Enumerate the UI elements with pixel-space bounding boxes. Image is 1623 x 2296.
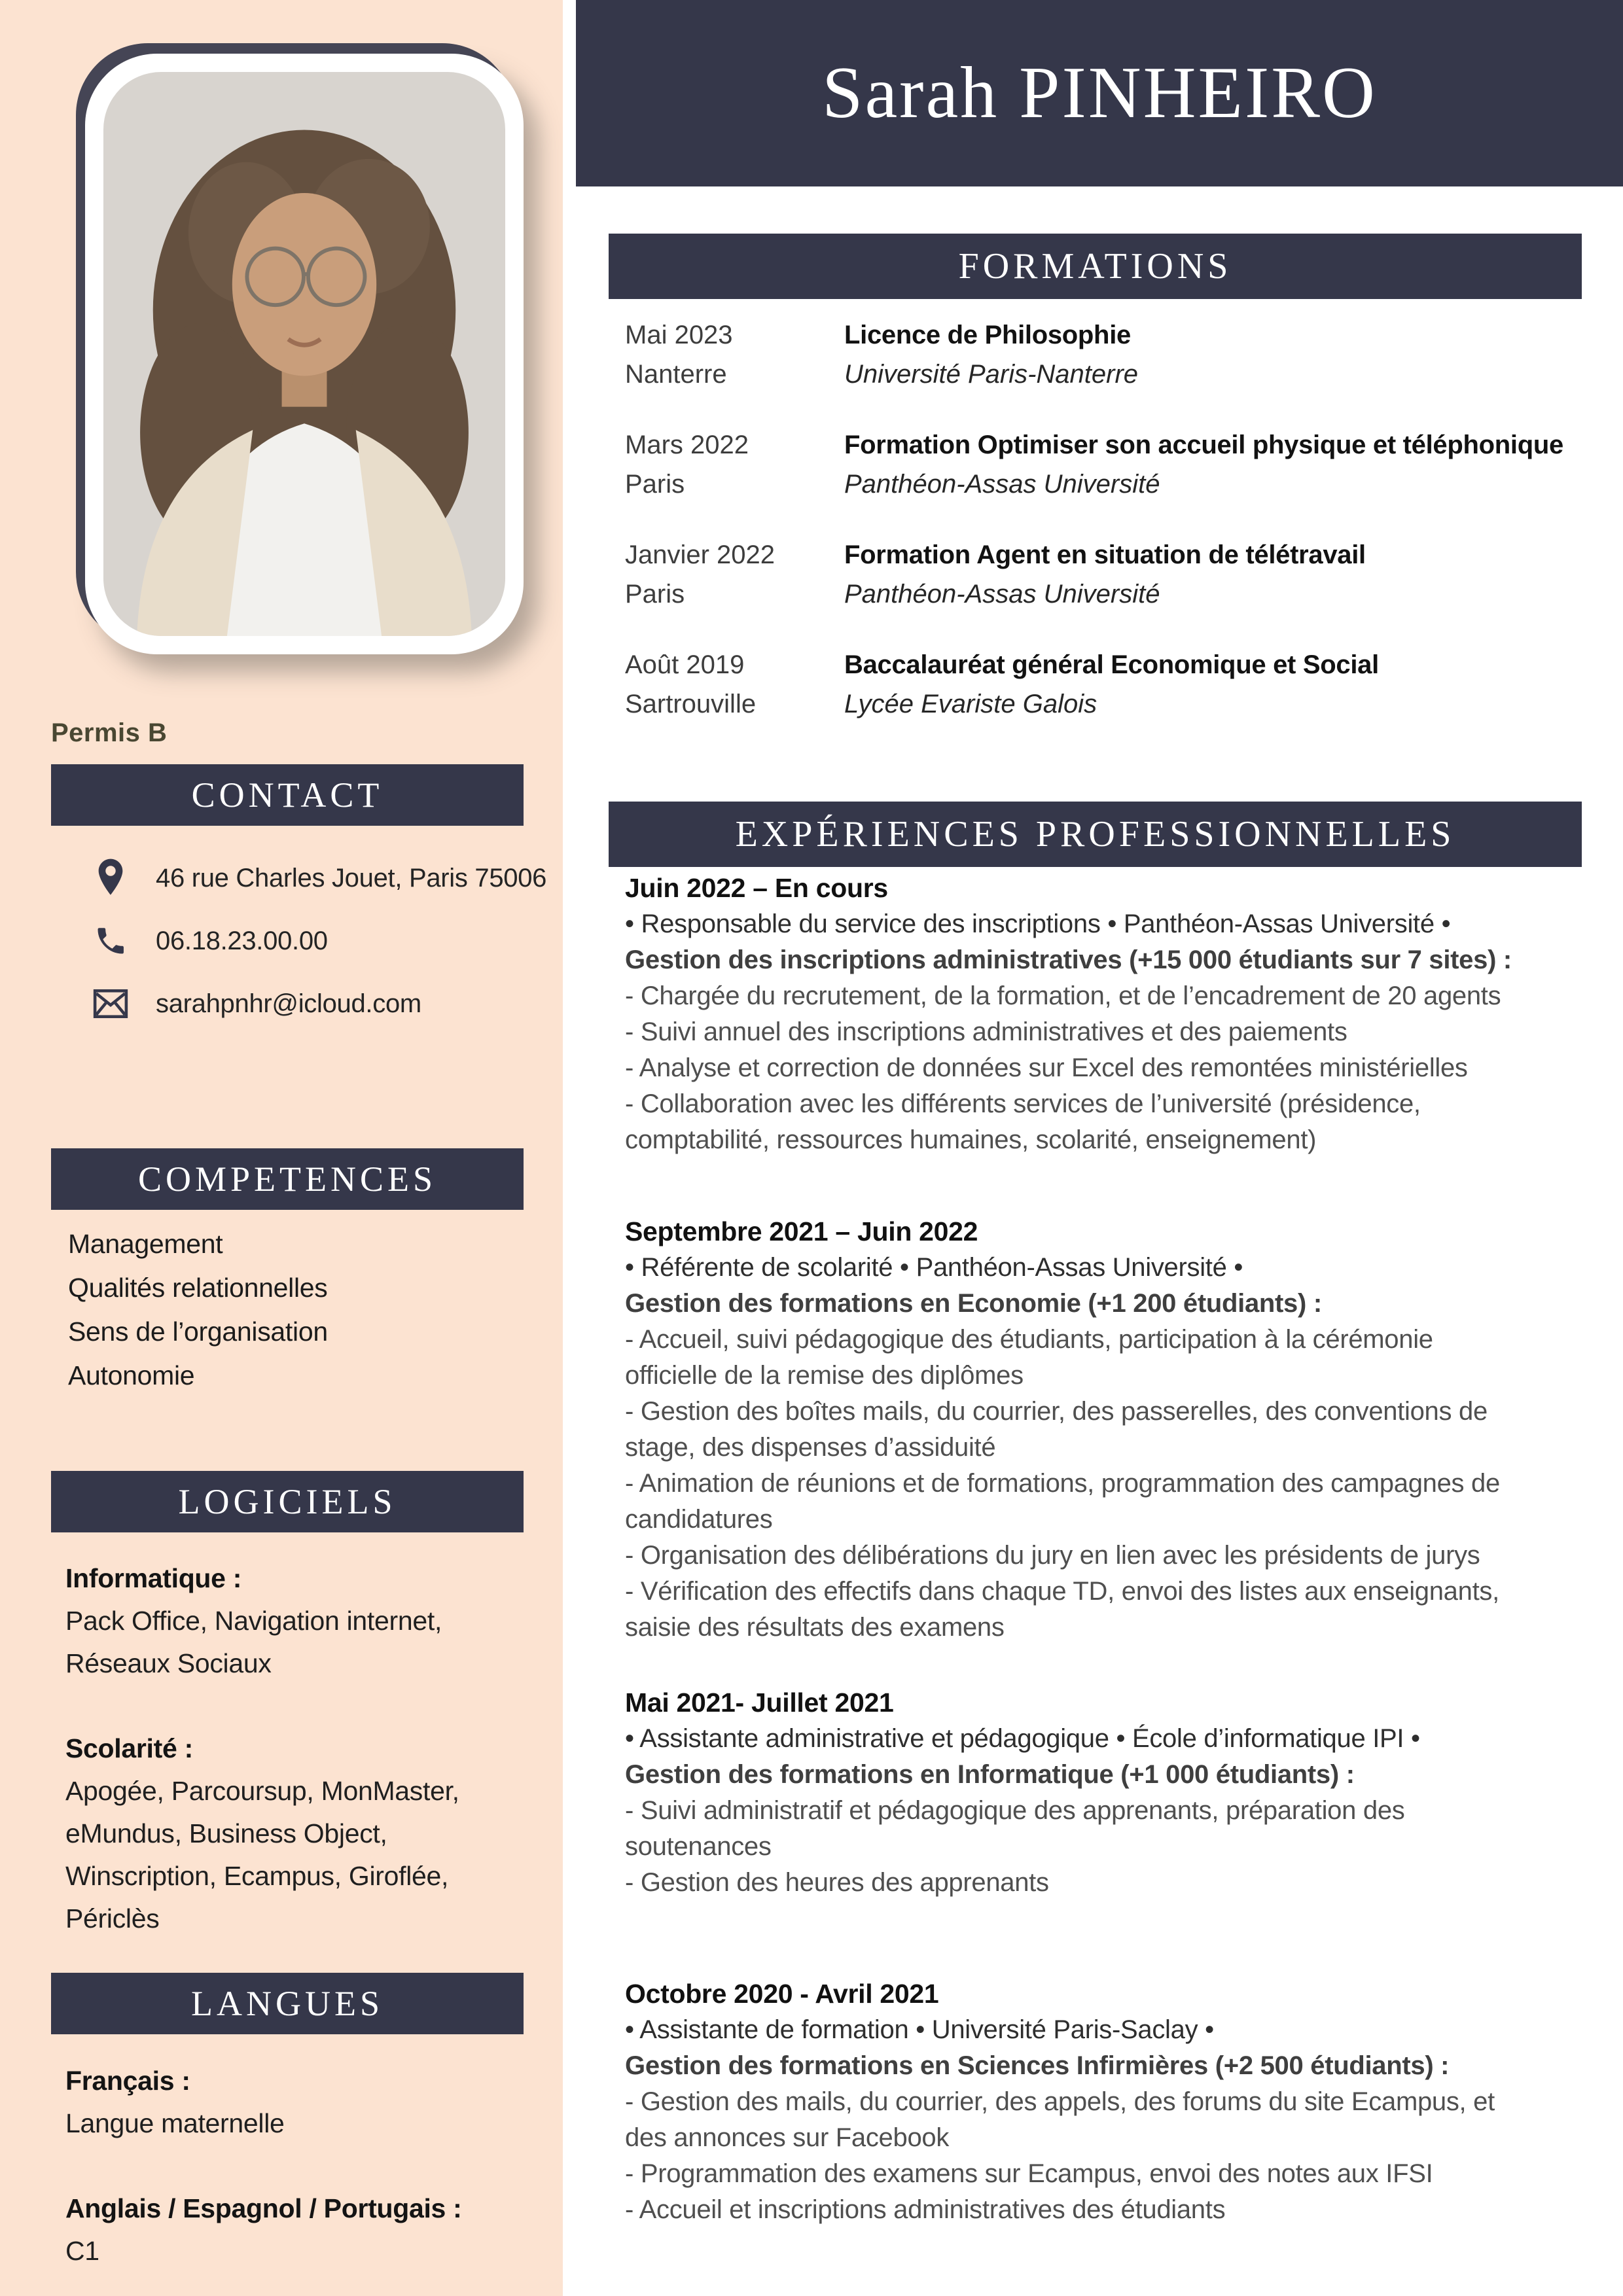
langues-group-francais bbox=[65, 2060, 461, 2145]
formation-when bbox=[625, 645, 844, 724]
candidate-name: Sarah PINHEIRO bbox=[822, 52, 1377, 133]
text-line: Winscription, Ecampus, Giroflée, bbox=[65, 1861, 449, 1891]
experiences-list bbox=[625, 870, 1607, 2228]
group-lines bbox=[65, 2230, 461, 2272]
experience-tasks bbox=[625, 978, 1607, 1158]
group-lines bbox=[65, 2102, 461, 2145]
group-lines bbox=[65, 1770, 459, 1940]
name-header bbox=[576, 0, 1623, 186]
portrait-photo bbox=[103, 72, 505, 636]
formation-detail bbox=[844, 425, 1594, 504]
section-header-contact bbox=[51, 764, 524, 826]
experience-item bbox=[625, 1214, 1607, 1646]
contact-phone: 06.18.23.00.00 bbox=[156, 926, 328, 955]
experiences-title: EXPÉRIENCES PROFESSIONNELLES bbox=[735, 814, 1455, 855]
text-line: saisie des résultats des examens bbox=[625, 1613, 1005, 1642]
text-line: Sens de l’organisation bbox=[68, 1316, 328, 1347]
text-line: - Organisation des délibérations du jury en lien avec les présidents de jurys bbox=[625, 1541, 1480, 1570]
section-header-logiciels bbox=[51, 1471, 524, 1532]
contact-phone-row bbox=[92, 910, 524, 972]
text-line: - Suivi administratif et pédagogique des apprenants, préparation des bbox=[625, 1796, 1405, 1825]
formation-item bbox=[625, 315, 1594, 394]
experience-period: Octobre 2020 - Avril 2021 bbox=[625, 1979, 939, 2009]
experience-period: Mai 2021- Juillet 2021 bbox=[625, 1687, 894, 1718]
phone-icon bbox=[92, 924, 130, 958]
logiciels-group-informatique bbox=[65, 1557, 459, 1685]
text-line: - Gestion des mails, du courrier, des appels, des forums du site Ecampus, et bbox=[625, 2087, 1495, 2116]
experience-item bbox=[625, 1976, 1607, 2228]
experience-item bbox=[625, 870, 1607, 1158]
text-line: des annonces sur Facebook bbox=[625, 2123, 950, 2152]
formation-school: Panthéon-Assas Université bbox=[844, 580, 1160, 609]
group-label: Anglais / Espagnol / Portugais : bbox=[65, 2193, 462, 2223]
group-lines bbox=[65, 1600, 459, 1685]
text-line: soutenances bbox=[625, 1832, 772, 1861]
formation-school: Panthéon-Assas Université bbox=[844, 470, 1160, 499]
contact-address: 46 rue Charles Jouet, Paris 75006 bbox=[156, 863, 547, 892]
contact-title: CONTACT bbox=[191, 775, 383, 815]
formations-title: FORMATIONS bbox=[958, 246, 1232, 287]
formation-school: Université Paris-Nanterre bbox=[844, 360, 1139, 389]
section-header-formations bbox=[609, 234, 1582, 299]
contact-email-row bbox=[92, 972, 524, 1035]
formation-item bbox=[625, 645, 1594, 724]
formation-detail bbox=[844, 645, 1594, 724]
formation-date: Mars 2022 bbox=[625, 431, 749, 459]
logiciels-title: LOGICIELS bbox=[178, 1482, 397, 1521]
experience-period: Juin 2022 – En cours bbox=[625, 873, 888, 903]
formation-detail bbox=[844, 535, 1594, 614]
photo-frame bbox=[85, 54, 524, 654]
text-line: - Analyse et correction de données sur Excel des remontées ministérielles bbox=[625, 1053, 1468, 1082]
text-line: - Vérification des effectifs dans chaque TD, envoi des listes aux enseignants, bbox=[625, 1577, 1499, 1606]
portrait-photo-placeholder bbox=[103, 72, 505, 636]
experience-role: • Assistante administrative et pédagogique • École d’informatique IPI • bbox=[625, 1724, 1420, 1753]
logiciels-group-scolarite bbox=[65, 1727, 459, 1940]
formation-date: Janvier 2022 bbox=[625, 540, 776, 569]
formation-school: Lycée Evariste Galois bbox=[844, 690, 1097, 718]
text-line: Apogée, Parcoursup, MonMaster, bbox=[65, 1776, 459, 1806]
contact-address-row bbox=[92, 847, 547, 910]
formation-title: Formation Optimiser son accueil physique et téléphonique bbox=[844, 431, 1563, 459]
pin-icon bbox=[92, 858, 130, 898]
formation-title: Licence de Philosophie bbox=[844, 321, 1131, 349]
text-line: C1 bbox=[65, 2236, 99, 2266]
experience-tasks bbox=[625, 2084, 1607, 2228]
permis-label: Permis B bbox=[51, 718, 168, 747]
text-line: Autonomie bbox=[68, 1360, 195, 1390]
text-line: - Gestion des boîtes mails, du courrier, des passerelles, des conventions de bbox=[625, 1397, 1488, 1426]
formation-place: Paris bbox=[625, 470, 685, 499]
formation-place: Sartrouville bbox=[625, 690, 757, 718]
text-line: Qualités relationnelles bbox=[68, 1273, 328, 1303]
text-line: - Programmation des examens sur Ecampus, envoi des notes aux IFSI bbox=[625, 2159, 1433, 2188]
section-header-competences bbox=[51, 1148, 524, 1210]
formation-when bbox=[625, 425, 844, 504]
mail-icon bbox=[92, 989, 130, 1019]
formation-title: Formation Agent en situation de télétravail bbox=[844, 540, 1366, 569]
text-line: eMundus, Business Object, bbox=[65, 1818, 387, 1848]
formation-item bbox=[625, 535, 1594, 614]
competences-list bbox=[68, 1222, 328, 1398]
experience-scope: Gestion des inscriptions administratives (+15 000 étudiants sur 7 sites) : bbox=[625, 945, 1512, 974]
text-line: Pack Office, Navigation internet, bbox=[65, 1606, 442, 1636]
formation-when bbox=[625, 315, 844, 394]
competences-title: COMPETENCES bbox=[137, 1159, 437, 1199]
text-line: - Gestion des heures des apprenants bbox=[625, 1868, 1049, 1897]
formation-date: Août 2019 bbox=[625, 650, 745, 679]
experience-scope: Gestion des formations en Informatique (+1 000 étudiants) : bbox=[625, 1760, 1355, 1789]
experience-item bbox=[625, 1685, 1607, 1901]
text-line: - Suivi annuel des inscriptions administratives et des paiements bbox=[625, 1017, 1347, 1046]
experience-role: • Assistante de formation • Université Paris-Saclay • bbox=[625, 2015, 1214, 2044]
formation-date: Mai 2023 bbox=[625, 321, 733, 349]
formation-place: Nanterre bbox=[625, 360, 727, 389]
sidebar bbox=[0, 0, 563, 2296]
group-label: Scolarité : bbox=[65, 1733, 193, 1763]
text-line: Langue maternelle bbox=[65, 2108, 285, 2138]
contact-email: sarahpnhr@icloud.com bbox=[156, 989, 421, 1018]
group-label: Français : bbox=[65, 2066, 190, 2096]
text-line: - Accueil, suivi pédagogique des étudiants, participation à la cérémonie bbox=[625, 1325, 1433, 1354]
formation-detail bbox=[844, 315, 1594, 394]
formation-title: Baccalauréat général Economique et Social bbox=[844, 650, 1379, 679]
text-line: officielle de la remise des diplômes bbox=[625, 1361, 1024, 1390]
formation-when bbox=[625, 535, 844, 614]
logiciels-content bbox=[65, 1557, 459, 1983]
formations-list bbox=[625, 315, 1594, 755]
section-header-langues bbox=[51, 1973, 524, 2034]
experience-period: Septembre 2021 – Juin 2022 bbox=[625, 1216, 978, 1246]
experience-tasks bbox=[625, 1793, 1607, 1901]
experience-tasks bbox=[625, 1322, 1607, 1646]
text-line: comptabilité, ressources humaines, scolarité, enseignement) bbox=[625, 1125, 1317, 1154]
experience-role: • Responsable du service des inscriptions • Panthéon-Assas Université • bbox=[625, 910, 1451, 938]
group-label: Informatique : bbox=[65, 1563, 242, 1593]
text-line: - Accueil et inscriptions administratives des étudiants bbox=[625, 2195, 1226, 2224]
contact-list bbox=[92, 847, 547, 1035]
text-line: stage, des dispenses d’assiduité bbox=[625, 1433, 996, 1462]
text-line: Management bbox=[68, 1229, 223, 1259]
langues-content bbox=[65, 2060, 461, 2296]
text-line: Périclès bbox=[65, 1903, 160, 1934]
formation-place: Paris bbox=[625, 580, 685, 609]
langues-group-autres bbox=[65, 2187, 461, 2272]
text-line: - Animation de réunions et de formations, programmation des campagnes de bbox=[625, 1469, 1500, 1498]
text-line: - Chargée du recrutement, de la formation, et de l’encadrement de 20 agents bbox=[625, 981, 1501, 1010]
text-line: candidatures bbox=[625, 1505, 773, 1534]
experience-scope: Gestion des formations en Economie (+1 200 étudiants) : bbox=[625, 1289, 1322, 1318]
formation-item bbox=[625, 425, 1594, 504]
langues-title: LANGUES bbox=[191, 1984, 383, 2023]
text-line: - Collaboration avec les différents services de l’université (présidence, bbox=[625, 1089, 1421, 1118]
section-header-experiences bbox=[609, 802, 1582, 867]
experience-scope: Gestion des formations en Sciences Infirmières (+2 500 étudiants) : bbox=[625, 2051, 1450, 2080]
text-line: Réseaux Sociaux bbox=[65, 1648, 272, 1678]
experience-role: • Référente de scolarité • Panthéon-Assas Université • bbox=[625, 1253, 1243, 1282]
